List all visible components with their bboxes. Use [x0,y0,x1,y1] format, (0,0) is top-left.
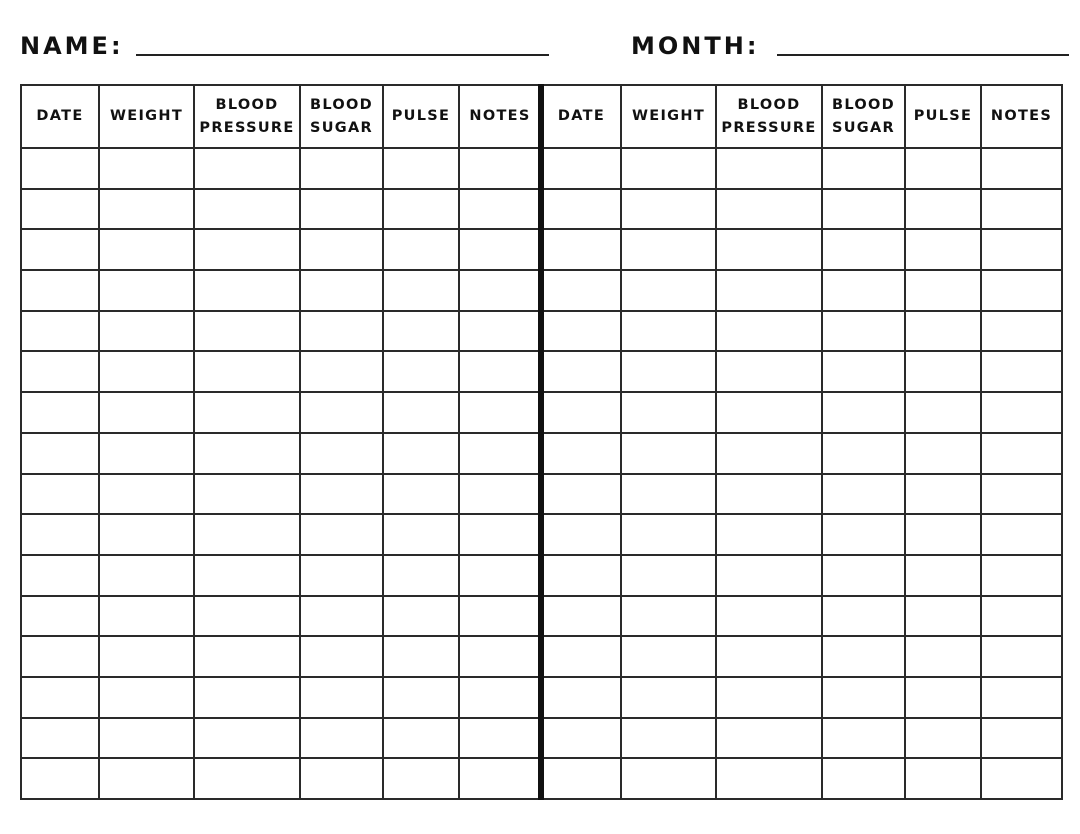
table-row [21,229,541,270]
entry-cell-notes[interactable] [459,311,541,352]
entry-cell-blood-pressure[interactable] [716,148,822,189]
entry-cell-blood-pressure[interactable] [716,433,822,474]
entry-cell-notes[interactable] [981,636,1062,677]
entry-cell-blood-sugar[interactable] [300,311,383,352]
entry-cell-date[interactable] [21,555,99,596]
entry-cell-pulse[interactable] [383,474,459,515]
entry-cell-blood-pressure[interactable] [716,270,822,311]
entry-cell-date[interactable] [542,189,621,230]
entry-cell-pulse[interactable] [383,229,459,270]
entry-cell-notes[interactable] [459,433,541,474]
entry-cell-date[interactable] [21,677,99,718]
table-row [21,351,541,392]
entry-cell-blood-sugar[interactable] [300,229,383,270]
entry-cell-blood-sugar[interactable] [822,229,905,270]
entry-cell-notes[interactable] [981,514,1062,555]
entry-cell-pulse[interactable] [383,555,459,596]
column-header-weight [621,85,716,148]
entry-cell-blood-sugar[interactable] [300,392,383,433]
column-header-blood-sugar [822,85,905,148]
entry-cell-date[interactable] [21,189,99,230]
entry-cell-notes[interactable] [981,596,1062,637]
name-entry-line[interactable] [136,54,549,56]
table-row [21,514,541,555]
entry-cell-date[interactable] [21,351,99,392]
month-field [631,28,1069,60]
column-header-label: NOTES [469,108,531,124]
entry-cell-blood-pressure[interactable] [716,392,822,433]
entry-cell-weight[interactable] [99,474,194,515]
entry-cell-date[interactable] [21,718,99,759]
entry-cell-pulse[interactable] [905,555,981,596]
table-row [542,270,1062,311]
entry-cell-weight[interactable] [621,596,716,637]
table-row [542,718,1062,759]
column-header-label: PRESSURE [199,119,295,136]
entry-cell-blood-pressure[interactable] [194,229,300,270]
entry-cell-pulse[interactable] [905,229,981,270]
entry-cell-blood-pressure[interactable] [716,677,822,718]
entry-cell-weight[interactable] [621,270,716,311]
column-header-label: WEIGHT [631,108,706,124]
column-header-label: BLOOD [832,96,895,113]
entry-cell-pulse[interactable] [383,596,459,637]
entry-cell-date[interactable] [542,718,621,759]
table-row [21,596,541,637]
entry-cell-date[interactable] [21,148,99,189]
entry-cell-notes[interactable] [981,758,1062,799]
entry-cell-date[interactable] [21,514,99,555]
entry-cell-notes[interactable] [981,392,1062,433]
column-header-blood-pressure [716,85,822,148]
table-row [21,392,541,433]
entry-cell-blood-pressure[interactable] [716,311,822,352]
entry-cell-date[interactable] [542,392,621,433]
table-row [21,148,541,189]
entry-cell-notes[interactable] [981,433,1062,474]
column-header-label: SUGAR [831,119,895,136]
entry-cell-blood-pressure[interactable] [716,758,822,799]
entry-cell-blood-pressure[interactable] [194,718,300,759]
table-row [542,596,1062,637]
entry-cell-pulse[interactable] [905,270,981,311]
entry-cell-pulse[interactable] [905,433,981,474]
entry-cell-pulse[interactable] [383,311,459,352]
entry-cell-weight[interactable] [99,718,194,759]
entry-cell-pulse[interactable] [383,758,459,799]
entry-cell-weight[interactable] [621,148,716,189]
column-header-label: PULSE [913,108,973,124]
entry-cell-date[interactable] [21,229,99,270]
entry-cell-date[interactable] [542,636,621,677]
entry-cell-blood-sugar[interactable] [822,351,905,392]
entry-cell-notes[interactable] [459,718,541,759]
entry-cell-notes[interactable] [981,474,1062,515]
entry-cell-blood-sugar[interactable] [822,270,905,311]
entry-cell-date[interactable] [21,636,99,677]
entry-cell-blood-sugar[interactable] [822,433,905,474]
entry-cell-weight[interactable] [99,514,194,555]
entry-cell-blood-pressure[interactable] [716,514,822,555]
entry-cell-notes[interactable] [459,392,541,433]
table-row [542,189,1062,230]
entry-cell-weight[interactable] [621,189,716,230]
entry-cell-blood-pressure[interactable] [716,189,822,230]
entry-cell-notes[interactable] [981,148,1062,189]
table-row [21,718,541,759]
entry-cell-blood-pressure[interactable] [194,189,300,230]
entry-cell-pulse[interactable] [905,392,981,433]
name-field [20,28,549,60]
column-header-label: BLOOD [215,96,279,113]
entry-cell-blood-sugar[interactable] [300,677,383,718]
entry-cell-weight[interactable] [621,433,716,474]
entry-cell-date[interactable] [542,677,621,718]
entry-cell-blood-pressure[interactable] [194,555,300,596]
entry-cell-weight[interactable] [99,596,194,637]
table-row [542,311,1062,352]
entry-cell-weight[interactable] [621,677,716,718]
entry-cell-notes[interactable] [459,474,541,515]
name-label: NAME: [20,32,124,60]
entry-cell-blood-pressure[interactable] [194,270,300,311]
entry-cell-blood-sugar[interactable] [822,148,905,189]
entry-cell-blood-sugar[interactable] [300,514,383,555]
entry-cell-blood-sugar[interactable] [300,270,383,311]
column-header-label: DATE [557,108,606,124]
log-table-left [20,84,542,800]
entry-cell-pulse[interactable] [905,148,981,189]
entry-cell-blood-sugar[interactable] [300,148,383,189]
column-header-pulse [905,85,981,148]
entry-cell-pulse[interactable] [905,636,981,677]
entry-cell-notes[interactable] [459,514,541,555]
entry-cell-weight[interactable] [99,677,194,718]
entry-cell-date[interactable] [21,270,99,311]
entry-cell-pulse[interactable] [383,270,459,311]
entry-cell-blood-sugar[interactable] [822,758,905,799]
column-header-pulse [383,85,459,148]
entry-cell-notes[interactable] [981,270,1062,311]
entry-cell-date[interactable] [21,596,99,637]
entry-cell-blood-pressure[interactable] [194,514,300,555]
entry-cell-notes[interactable] [459,636,541,677]
entry-cell-date[interactable] [21,474,99,515]
entry-cell-blood-pressure[interactable] [194,596,300,637]
column-header-label: DATE [36,108,84,124]
entry-cell-date[interactable] [542,514,621,555]
entry-cell-notes[interactable] [981,189,1062,230]
entry-cell-date[interactable] [542,270,621,311]
entry-cell-notes[interactable] [459,270,541,311]
table-row [21,433,541,474]
table-row [542,148,1062,189]
entry-cell-blood-sugar[interactable] [300,596,383,637]
header-row [542,85,1062,148]
entry-cell-notes[interactable] [459,351,541,392]
entry-cell-blood-sugar[interactable] [300,189,383,230]
entry-cell-weight[interactable] [99,392,194,433]
entry-cell-weight[interactable] [621,311,716,352]
month-label: MONTH: [631,32,760,60]
entry-cell-pulse[interactable] [905,351,981,392]
entry-cell-date[interactable] [21,392,99,433]
entry-cell-blood-pressure[interactable] [194,433,300,474]
table-row [542,392,1062,433]
entry-cell-weight[interactable] [621,351,716,392]
entry-cell-date[interactable] [542,148,621,189]
entry-cell-blood-sugar[interactable] [822,555,905,596]
month-entry-line[interactable] [777,54,1069,56]
entry-cell-date[interactable] [542,229,621,270]
entry-cell-pulse[interactable] [383,636,459,677]
entry-cell-weight[interactable] [99,311,194,352]
entry-cell-weight[interactable] [99,270,194,311]
entry-cell-blood-pressure[interactable] [194,636,300,677]
entry-cell-notes[interactable] [459,596,541,637]
entry-cell-blood-sugar[interactable] [822,311,905,352]
entry-cell-blood-pressure[interactable] [716,555,822,596]
column-header-label: PULSE [391,108,451,124]
entry-cell-weight[interactable] [621,555,716,596]
column-header-blood-sugar [300,85,383,148]
header-row [21,85,541,148]
column-header-blood-pressure [194,85,300,148]
entry-cell-blood-pressure[interactable] [716,229,822,270]
table-row [21,311,541,352]
column-header-label: BLOOD [310,96,373,113]
entry-cell-weight[interactable] [621,514,716,555]
entry-cell-pulse[interactable] [905,758,981,799]
entry-cell-blood-pressure[interactable] [716,474,822,515]
table-row [542,555,1062,596]
table-row [21,677,541,718]
entry-cell-pulse[interactable] [905,311,981,352]
table-row [542,229,1062,270]
entry-cell-blood-pressure[interactable] [716,718,822,759]
column-header-label: WEIGHT [109,108,184,124]
entry-cell-date[interactable] [542,351,621,392]
entry-cell-notes[interactable] [459,229,541,270]
entry-cell-date[interactable] [21,433,99,474]
entry-cell-blood-sugar[interactable] [300,758,383,799]
column-header-label: PRESSURE [721,119,817,136]
table-row [542,514,1062,555]
entry-cell-weight[interactable] [99,148,194,189]
entry-cell-weight[interactable] [621,392,716,433]
entry-cell-date[interactable] [21,311,99,352]
table-row [21,189,541,230]
entry-cell-weight[interactable] [99,433,194,474]
table-row [21,636,541,677]
entry-cell-weight[interactable] [621,636,716,677]
table-row [542,636,1062,677]
entry-cell-notes[interactable] [981,677,1062,718]
entry-cell-weight[interactable] [621,229,716,270]
entry-cell-notes[interactable] [981,555,1062,596]
table-row [21,555,541,596]
entry-cell-notes[interactable] [459,189,541,230]
log-table-right [541,84,1063,800]
entry-cell-blood-sugar[interactable] [300,718,383,759]
column-header-label: SUGAR [309,119,373,136]
entry-cell-blood-sugar[interactable] [822,189,905,230]
entry-cell-pulse[interactable] [383,189,459,230]
column-header-label: BLOOD [737,96,801,113]
table-row [542,351,1062,392]
entry-cell-pulse[interactable] [383,433,459,474]
column-header-label: NOTES [990,108,1053,124]
column-header-notes [981,85,1062,148]
entry-cell-blood-sugar[interactable] [822,636,905,677]
entry-cell-pulse[interactable] [383,514,459,555]
column-header-date [21,85,99,148]
entry-cell-blood-pressure[interactable] [194,148,300,189]
entry-cell-notes[interactable] [981,718,1062,759]
entry-cell-date[interactable] [542,474,621,515]
entry-cell-blood-sugar[interactable] [822,392,905,433]
entry-cell-pulse[interactable] [383,148,459,189]
entry-cell-notes[interactable] [981,311,1062,352]
entry-cell-weight[interactable] [99,555,194,596]
entry-cell-weight[interactable] [621,718,716,759]
entry-cell-notes[interactable] [459,677,541,718]
entry-cell-blood-sugar[interactable] [822,514,905,555]
entry-cell-blood-sugar[interactable] [300,474,383,515]
entry-cell-weight[interactable] [621,474,716,515]
entry-cell-pulse[interactable] [905,514,981,555]
entry-cell-blood-pressure[interactable] [716,596,822,637]
entry-cell-notes[interactable] [981,229,1062,270]
entry-cell-pulse[interactable] [905,474,981,515]
entry-cell-pulse[interactable] [383,677,459,718]
entry-cell-notes[interactable] [981,351,1062,392]
entry-cell-blood-pressure[interactable] [194,392,300,433]
entry-cell-weight[interactable] [99,351,194,392]
entry-cell-date[interactable] [542,311,621,352]
entry-cell-blood-pressure[interactable] [194,758,300,799]
table-row [21,474,541,515]
entry-cell-notes[interactable] [459,758,541,799]
column-header-notes [459,85,541,148]
entry-cell-pulse[interactable] [383,392,459,433]
entry-cell-weight[interactable] [99,229,194,270]
entry-cell-pulse[interactable] [905,189,981,230]
entry-cell-weight[interactable] [99,758,194,799]
entry-cell-pulse[interactable] [905,677,981,718]
entry-cell-pulse[interactable] [383,351,459,392]
entry-cell-date[interactable] [21,758,99,799]
entry-cell-pulse[interactable] [905,596,981,637]
entry-cell-blood-sugar[interactable] [300,636,383,677]
entry-cell-blood-sugar[interactable] [822,596,905,637]
entry-cell-weight[interactable] [99,189,194,230]
entry-cell-blood-pressure[interactable] [194,311,300,352]
entry-cell-blood-pressure[interactable] [194,351,300,392]
entry-cell-blood-sugar[interactable] [822,718,905,759]
entry-cell-blood-sugar[interactable] [300,555,383,596]
entry-cell-pulse[interactable] [383,718,459,759]
entry-cell-notes[interactable] [459,555,541,596]
table-row [542,677,1062,718]
table-row [542,474,1062,515]
entry-cell-blood-sugar[interactable] [300,351,383,392]
entry-cell-blood-pressure[interactable] [716,351,822,392]
table-row [21,758,541,799]
entry-cell-blood-sugar[interactable] [822,677,905,718]
table-row [542,433,1062,474]
entry-cell-blood-pressure[interactable] [194,474,300,515]
entry-cell-date[interactable] [542,758,621,799]
entry-cell-weight[interactable] [621,758,716,799]
column-header-date [542,85,621,148]
entry-cell-blood-pressure[interactable] [194,677,300,718]
entry-cell-weight[interactable] [99,636,194,677]
entry-cell-date[interactable] [542,555,621,596]
table-row [21,270,541,311]
center-divider [538,84,544,800]
entry-cell-notes[interactable] [459,148,541,189]
entry-cell-blood-sugar[interactable] [300,433,383,474]
entry-cell-blood-pressure[interactable] [716,636,822,677]
entry-cell-date[interactable] [542,596,621,637]
entry-cell-pulse[interactable] [905,718,981,759]
column-header-weight [99,85,194,148]
entry-cell-date[interactable] [542,433,621,474]
table-row [542,758,1062,799]
entry-cell-blood-sugar[interactable] [822,474,905,515]
